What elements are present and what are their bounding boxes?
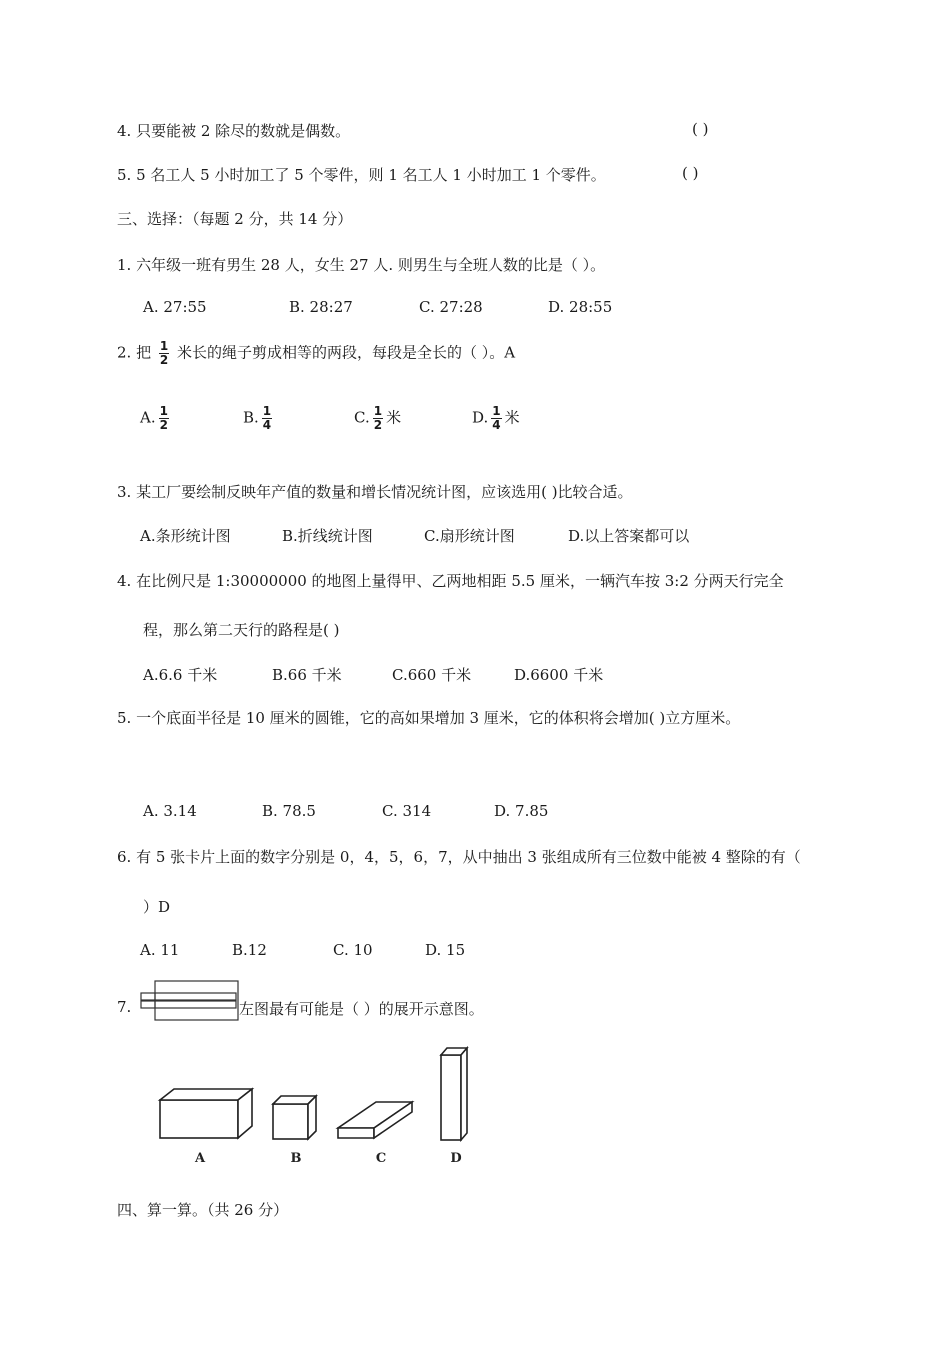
q2-frac-den: 2	[159, 353, 169, 367]
q2-option-c-label: C.	[354, 408, 370, 427]
q2-option-d-num: 1	[492, 404, 501, 418]
q6-line1: 6. 有 5 张卡片上面的数字分别是 0，4，5，6，7，从中抽出 3 张组成所有三位数中能被 4 整除的有（	[117, 848, 801, 866]
q7-number: 7.	[117, 998, 132, 1016]
q3-option-b: B.折线统计图	[282, 527, 373, 545]
q2-option-c-unit: 米	[386, 408, 402, 427]
q2-option-a-label: A.	[140, 408, 156, 427]
figure-c-label: C	[375, 1151, 387, 1166]
tf-q5-text: 5. 5 名工人 5 小时加工了 5 个零件，则 1 名工人 1 小时加工 1 个零件。	[117, 166, 606, 184]
tf-q4-text: 4. 只要能被 2 除尽的数就是偶数。	[117, 122, 351, 140]
q2-fraction	[159, 340, 169, 367]
q3-text: 3. 某工厂要绘制反映年产值的数量和增长情况统计图，应该选用( )比较合适。	[117, 483, 633, 501]
figure-b-label: B	[290, 1151, 302, 1166]
q2-option-c	[354, 405, 401, 432]
q4-option-d: D.6600 千米	[514, 666, 604, 684]
section3-title: 三、选择：（每题 2 分，共 14 分）	[117, 210, 353, 228]
q2-option-a-num: 1	[159, 404, 168, 418]
q3-option-c: C.扇形统计图	[424, 527, 515, 545]
q4-line1: 4. 在比例尺是 1:30000000 的地图上量得甲、乙两地相距 5.5 厘米，一辆汽车按 3:2 分两天行完全	[117, 572, 784, 590]
q1-option-c: C. 27:28	[419, 298, 483, 316]
q6-option-c: C. 10	[333, 941, 373, 959]
tf-q5-blank: ( )	[682, 164, 699, 182]
q2-option-c-num: 1	[373, 404, 383, 418]
figure-d-prism	[441, 1048, 467, 1140]
q5-option-c: C. 314	[382, 802, 432, 820]
q4-line2: 程，那么第二天行的路程是( )	[143, 621, 340, 639]
q2-option-b-den: 4	[262, 418, 272, 432]
figure-a-label: A	[194, 1151, 206, 1166]
q3-option-d: D.以上答案都可以	[568, 527, 690, 545]
q1-option-a: A. 27:55	[143, 298, 207, 316]
q2-option-b-label: B.	[243, 408, 259, 427]
q2-option-c-den: 2	[373, 418, 383, 432]
q7-net-figure	[140, 980, 240, 1022]
q2-option-a-den: 2	[159, 418, 168, 432]
q5-option-a: A. 3.14	[143, 802, 197, 820]
q2-option-d-den: 4	[492, 418, 501, 432]
q6-option-b: B.12	[232, 941, 267, 959]
q2-suffix: 米长的绳子剪成相等的两段，每段是全长的（ ）。A	[177, 343, 516, 362]
q2-prefix: 2. 把	[117, 343, 152, 362]
q2-option-b	[243, 405, 275, 432]
q2-line	[117, 340, 515, 367]
q4-option-a: A.6.6 千米	[143, 666, 218, 684]
tf-q4-blank: ( )	[692, 120, 709, 138]
q2-frac-num: 1	[159, 339, 169, 353]
q7-answer-figures	[150, 1044, 480, 1170]
q1-option-d: D. 28:55	[548, 298, 613, 316]
q5-option-d: D. 7.85	[494, 802, 549, 820]
figure-d-label: D	[450, 1151, 462, 1166]
figure-a-box	[160, 1089, 252, 1138]
q6-line2: ）D	[143, 898, 171, 916]
q3-option-a: A.条形统计图	[140, 527, 231, 545]
q5-text: 5. 一个底面半径是 10 厘米的圆锥，它的高如果增加 3 厘米，它的体积将会增加( )立方厘米。	[117, 709, 741, 727]
figure-b-cube	[273, 1096, 316, 1139]
figure-c-slab	[338, 1102, 412, 1138]
q2-option-b-num: 1	[262, 404, 272, 418]
q2-option-d-unit: 米	[504, 408, 520, 427]
section4-title: 四、算一算。（共 26 分）	[117, 1201, 289, 1219]
q4-option-c: C.660 千米	[392, 666, 472, 684]
q4-option-b: B.66 千米	[272, 666, 342, 684]
q6-option-a: A. 11	[140, 941, 180, 959]
q2-option-d-label: D.	[472, 408, 489, 427]
q1-option-b: B. 28:27	[289, 298, 353, 316]
q7-text: 左图最有可能是（ ）的展开示意图。	[239, 1000, 484, 1018]
q1-text: 1. 六年级一班有男生 28 人，女生 27 人. 则男生与全班人数的比是（ ）。	[117, 256, 606, 274]
q2-option-a	[140, 405, 172, 432]
q6-option-d: D. 15	[425, 941, 466, 959]
q5-option-b: B. 78.5	[262, 802, 316, 820]
q2-option-d	[472, 405, 520, 432]
